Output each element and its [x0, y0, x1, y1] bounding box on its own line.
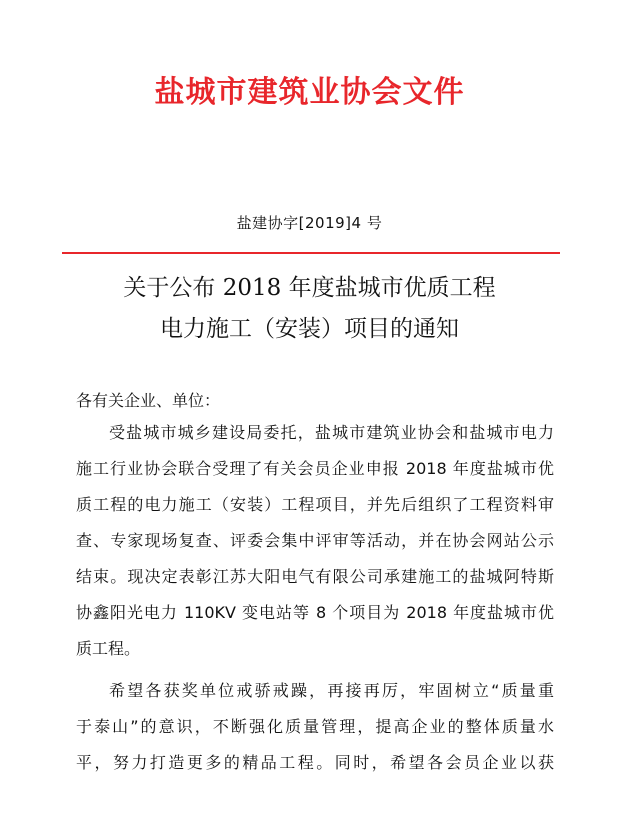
paragraph-1-line: 协鑫阳光电力 110KV 变电站等 8 个项目为 2018 年度盐城市优 [76, 603, 554, 622]
paragraph-1-line: 查、专家现场复查、评委会集中评审等活动，并在协会网站公示 [76, 531, 554, 550]
document-header-title: 盐城市建筑业协会文件 [154, 75, 465, 110]
paragraph-2-line: 平，努力打造更多的精品工程。同时，希望各会员企业以获 [76, 753, 554, 772]
paragraph-1-line: 质工程的电力施工（安装）工程项目，并先后组织了工程资料审 [76, 495, 554, 514]
notice-title-line-1: 关于公布 2018 年度盐城市优质工程 [123, 275, 496, 301]
paragraph-2-line: 希望各获奖单位戒骄戒躁，再接再厉，牢固树立“质量重 [109, 681, 554, 700]
document-number: 盐建协字[2019]4 号 [236, 214, 383, 232]
paragraph-1-line: 结束。现决定表彰江苏大阳电气有限公司承建施工的盐城阿特斯 [76, 567, 554, 586]
paragraph-1-line: 施工行业协会联合受理了有关会员企业申报 2018 年度盐城市优 [76, 459, 554, 478]
paragraph-1-line: 受盐城市城乡建设局委托，盐城市建筑业协会和盐城市电力 [109, 423, 554, 442]
salutation: 各有关企业、单位： [76, 391, 221, 410]
notice-title-line-2: 电力施工（安装）项目的通知 [160, 316, 459, 342]
paragraph-2-line: 于泰山”的意识，不断强化质量管理，提高企业的整体质量水 [76, 717, 554, 736]
paragraph-1-line: 质工程。 [76, 639, 141, 658]
red-divider-line [62, 252, 560, 254]
